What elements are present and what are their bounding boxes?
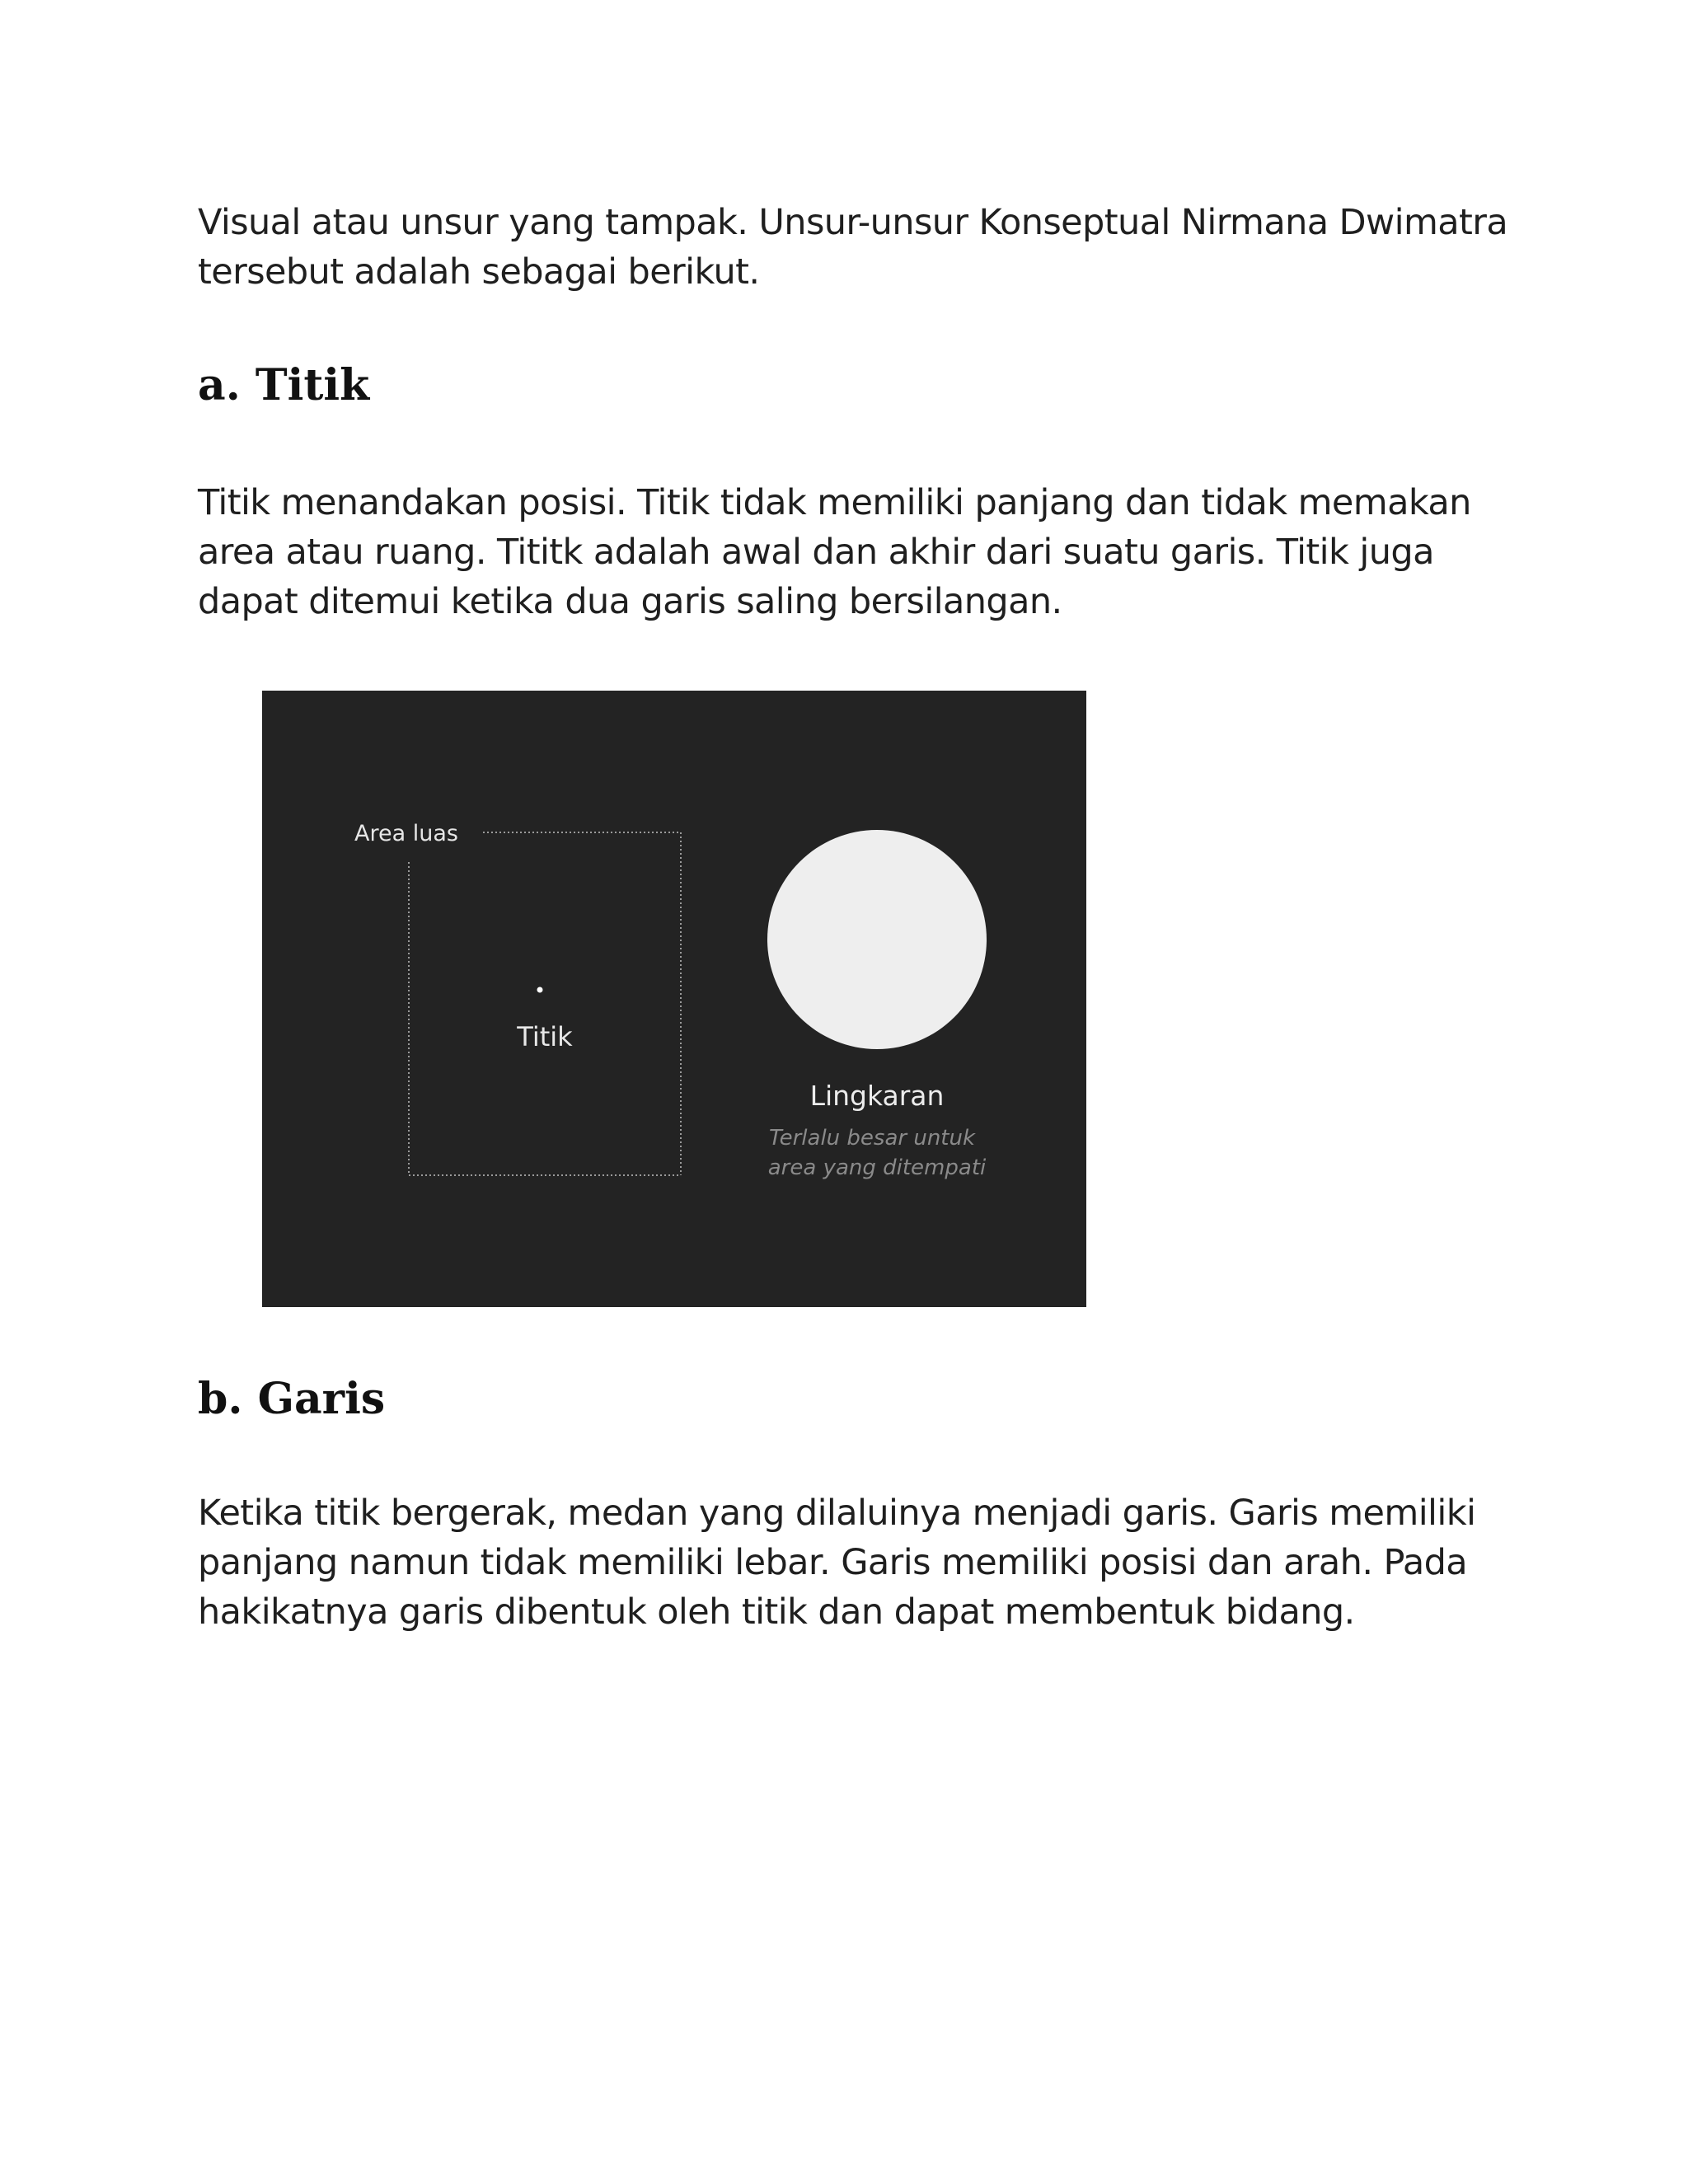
section-heading-titik: a. Titik — [198, 360, 370, 410]
intro-paragraph: Visual atau unsur yang tampak. Unsur-unsur Konseptual Nirmana Dwimatra tersebut adalah sebagai berikut. — [198, 202, 1508, 293]
section-paragraph-garis: Ketika titik bergerak, medan yang dilaluinya menjadi garis. Garis memiliki panjang namun tidak memiliki lebar. Garis memiliki posisi dan arah. Pada hakikatnya garis dibentuk oleh titik dan dapat membentuk bidang. — [198, 1493, 1476, 1633]
circle-note-line-2: area yang ditempati — [767, 1155, 987, 1180]
illustration-canvas — [262, 691, 1086, 1307]
area-label: Area luas — [354, 821, 458, 846]
circle-label: Lingkaran — [809, 1080, 945, 1112]
large-circle — [767, 830, 987, 1049]
point-dot — [537, 987, 543, 993]
section-paragraph-titik: Titik menandakan posisi. Titik tidak memiliki panjang dan tidak memakan area atau ruang. Tititk adalah awal dan akhir dari suatu garis. Titik juga dapat ditemui ketika dua garis saling bersilangan. — [198, 482, 1471, 622]
circle-note-line-1: Terlalu besar untuk — [768, 1126, 976, 1151]
area-frame — [409, 832, 681, 1175]
point-label: Titik — [517, 1021, 573, 1052]
section-heading-garis: b. Garis — [198, 1374, 386, 1424]
titik-illustration — [262, 691, 1086, 1307]
